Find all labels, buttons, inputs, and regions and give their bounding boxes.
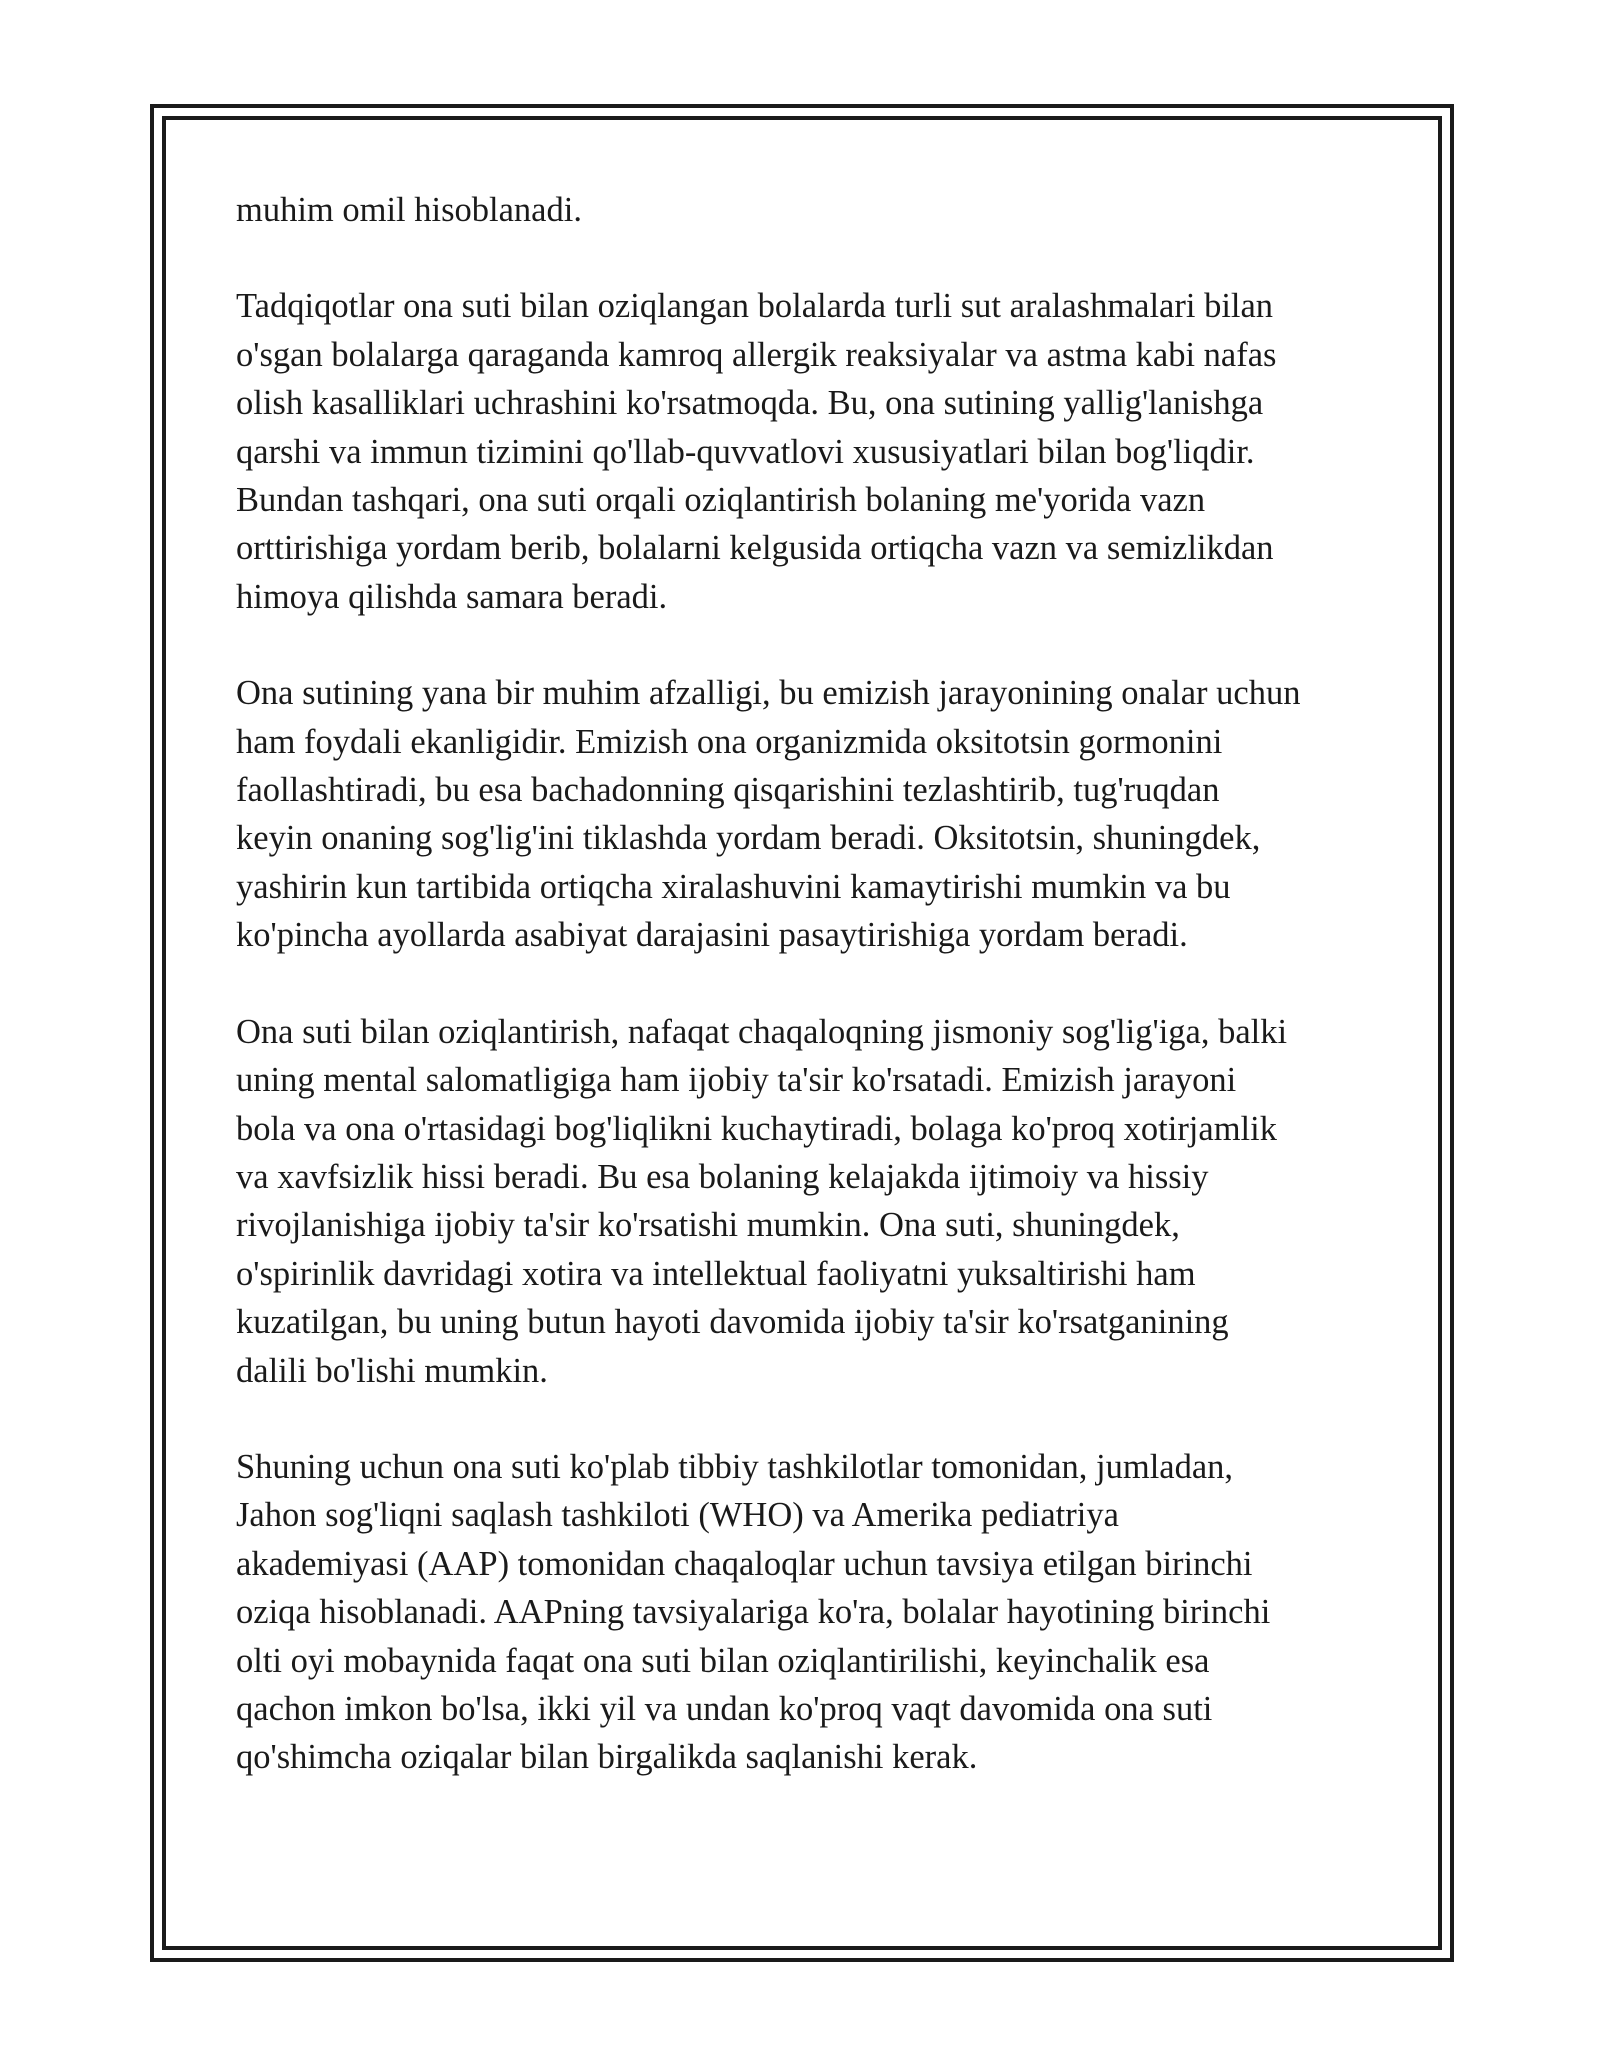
paragraph-mother-benefits: Ona sutining yana bir muhim afzalligi, bu emizish jarayonining onalar uchun ham foydali ekanligidir. Emizish ona organizmida oksitotsin gormonini faollashtiradi, bu esa bachadonning qisqarishini tezlashtirib, tug'ruqdan keyin onaning sog'lig'ini tiklashda yordam beradi. Oksitotsin, shuningdek, yashirin kun tartibida ortiqcha xiralashuvini kamaytirishi mumkin va bu ko'pincha ayollarda asabiyat darajasini pasaytirishiga yordam beradi.: [236, 674, 1301, 955]
paragraph-allergy-research: Tadqiqotlar ona suti bilan oziqlangan bolalarda turli sut aralashmalari bilan o'sgan bolalarga qaraganda kamroq allergik reaksiyalar va astma kabi nafas olish kasalliklari uchrashini ko'rsatmoqda. Bu, ona sutining yallig'lanishga qarshi va immun tizimini qo'llab-quvvatlovi xususiyatlari bilan bog'liqdir. Bundan tashqari, ona suti orqali oziqlantirish bolaning me'yorida vazn orttirishiga yordam berib, bolalarni kelgusida ortiqcha vazn va semizlikdan himoya qilishda samara beradi.: [236, 287, 1277, 616]
document-body: [236, 186, 1376, 1830]
paragraph-mental-health: Ona suti bilan oziqlantirish, nafaqat chaqaloqning jismoniy sog'lig'iga, balki uning mental salomatligiga ham ijobiy ta'sir ko'rsatadi. Emizish jarayoni bola va ona o'rtasidagi bog'liqlikni kuchaytiradi, bolaga ko'proq xotirjamlik va xavfsizlik hissi beradi. Bu esa bolaning kelajakda ijtimoiy va hissiy rivojlanishiga ijobiy ta'sir ko'rsatishi mumkin. Ona suti, shuningdek, o'spirinlik davridagi xotira va intellektual faoliyatni yuksaltirishi ham kuzatilgan, bu uning butun hayoti davomida ijobiy ta'sir ko'rsatganining dalili bo'lishi mumkin.: [236, 1012, 1288, 1390]
paragraph-continuation: muhim omil hisoblanadi.: [236, 191, 582, 229]
paragraph-recommendations: Shuning uchun ona suti ko'plab tibbiy tashkilotlar tomonidan, jumladan, Jahon sog'liqni saqlash tashkiloti (WHO) va Amerika pediatriya akademiyasi (AAP) tomonidan chaqaloqlar uchun tavsiya etilgan birinchi oziqa hisoblanadi. AAPning tavsiyalariga ko'ra, bolalar hayotining birinchi olti oyi mobaynida faqat ona suti bilan oziqlantirilishi, keyinchalik esa qachon imkon bo'lsa, ikki yil va undan ko'proq vaqt davomida ona suti qo'shimcha oziqalar bilan birgalikda saqlanishi kerak.: [236, 1447, 1271, 1777]
